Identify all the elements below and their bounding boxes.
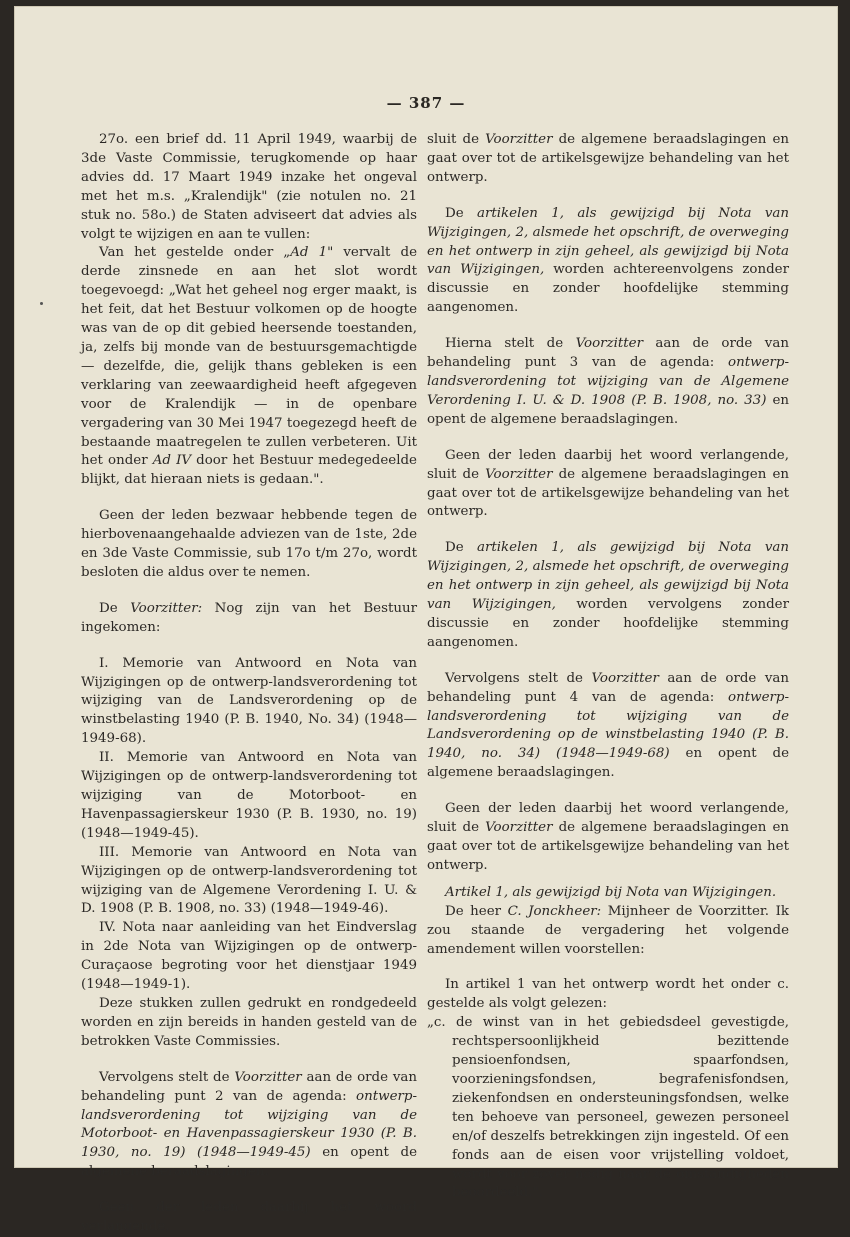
paragraph: De artikelen 1, als gewijzigd bij Nota van Wijzigingen, 2, alsmede het opschrift, de overweging en het ontwerp in zijn geheel, als gewijzigd bij Nota van Wijzigingen, worden vervolgens zonder discussie en zonder hoofdelijke stemming aangenomen. [427,540,789,650]
paragraph: sluit de Voorzitter de algemene beraadslagingen en gaat over tot de artikelsgewijze behandeling van het ontwerp. [427,132,789,185]
paragraph: De Voorzitter: Nog zijn van het Bestuur ingekomen: [81,600,417,635]
paragraph: Geen der leden bezwaar hebbende tegen de hierbovenaangehaalde adviezen van de 1ste, 2de en 3de Vaste Commissie, sub 17o t/m 27o, wordt besloten die aldus over te nemen. [81,508,417,580]
paragraph: Van het gestelde onder „Ad 1" vervalt de derde zinsnede en aan het slot wordt toegevoegd: „Wat het geheel nog erger maakt, is het feit, dat het Bestuur volkomen op de hoogte was van de op dit gebied heersende toestanden, ja, zelfs bij monde van de bestuursgemachtigde — dezelfde, die, gelijk thans gebleken is een verklaring van zeewaardigheid heeft afgegeven voor de Kralendijk — in de openbare vergadering van 30 Mei 1947 toegezegd heeft de bestaande maatregelen te zullen verbeteren. Uit het onder Ad IV door het Bestuur medegedeelde blijkt, dat hieraan niets is gedaan.". [81,245,417,488]
left-column [81,131,417,1237]
article-heading: Artikel 1, als gewijzigd bij Nota van Wijzigingen. [445,884,777,900]
paragraph: 27o. een brief dd. 11 April 1949, waarbij de 3de Vaste Commissie, terugkomende op haar advies dd. 17 Maart 1949 inzake het ongeval met het m.s. „Kralendijk" (zie notulen no. 21 stuk no. 58o.) de Staten adviseert dat advies als volgt te wijzigen en aan te vullen: [81,132,417,242]
paragraph: In artikel 1 van het ontwerp wordt het onder c. gestelde als volgt gelezen: [427,977,789,1012]
paragraph: Vervolgens stelt de Voorzitter aan de orde van behandeling punt 2 van de agenda: ontwerp-landsverordening tot wijziging van de Motorboot- en Havenpassagierskeur 1930 (P. B. 1930, no. 19) (1948—1949-45) en opent de algemene beraadslagingen. [81,1069,417,1180]
list-item: IV. Nota naar aanleiding van het Eindverslag in 2de Nota van Wijzigingen op de ontwerp-Curaçaose begroting voor het dienstjaar 1949 (1948—1949-1). [81,920,417,993]
paragraph: Hierna stelt de Voorzitter aan de orde van behandeling punt 3 van de agenda: ontwerp-landsverordening tot wijziging van de Algemene Verordening I. U. & D. 1908 (P. B. 1908, no. 33) en opent de algemene beraadslagingen. [427,336,789,427]
document-page [14,6,838,1235]
list-item: I. Memorie van Antwoord en Nota van Wijzigingen op de ontwerp-landsverordening tot wijziging van de Landsverordening op de winstbelasting 1940 (P. B. 1940, No. 34) (1948—1949-68). [81,655,417,747]
paragraph: De heer C. Jonckheer: Mijnheer de Voorzitter. Ik zou staande de vergadering het volgende amendement willen voorstellen: [427,903,789,957]
paragraph: De artikelen 1, als gewijzigd bij Nota van Wijzigingen, 2, alsmede het opschrift, de overweging en het ontwerp in zijn geheel, als gewijzigd bij Nota van Wijzigingen, worden achtereenvolgens zonder discussie en zonder hoofdelijke stemming aangenomen. [427,205,789,316]
paragraph: Deze stukken zullen gedrukt en rondgedeeld worden en zijn bereids in handen gesteld van de betrokken Vaste Commissies. [81,995,417,1049]
right-column [427,131,789,1203]
amendment-text: „c. de winst van in het gebiedsdeel gevestigde, rechtspersoonlijkheid bezittende pensioenfondsen, spaarfondsen, voorzieningsfondsen, begrafenisfondsen, ziekenfondsen en ondersteuningsfondsen, welke ten behoeve van personeel, gewezen personeel en/of deszelfs betrekkingen zijn ingesteld. Of een fonds aan de eisen voor vrijstelling voldoet, wordt voor zover nodig naar de omstandigheden beoordeeld.". [427,1015,789,1201]
paragraph: Geen der leden daarbij het woord verlangende, sluit de Voorzitter de algemene beraadslagingen en gaat over tot de artikelsgewijze behandeling van het ontwerp. [427,447,789,520]
list-item: III. Memorie van Antwoord en Nota van Wijzigingen op de ontwerp-landsverordening tot wijziging van de Algemene Verordening I. U. & D. 1908 (P. B. 1908, no. 33) (1948—1949-46). [81,844,417,917]
paragraph: Geen der leden daarbij het woord verlangende, sluit de Voorzitter de algemene beraadslagingen en gaat over tot de artikelsgewijze behandeling van het ontwerp. [427,801,789,873]
list-item: II. Memorie van Antwoord en Nota van Wijzigingen op de ontwerp-landsverordening tot wijziging van de Motorboot- en Havenpassagierskeur 1930 (P. B. 1930, no. 19) (1948—1949-45). [81,750,417,841]
paragraph: Geen der leden daarbij het woord verlangende, [81,1200,417,1235]
paragraph: Vervolgens stelt de Voorzitter aan de orde van behandeling punt 4 van de agenda: ontwerp-landsverordening tot wijziging van de Landsverordening op de winstbelasting 1940 (P. B. 1940, no. 34) (1948—1949-68) en opent de algemene beraadslagingen. [427,670,789,781]
page-number: — 387 — [386,94,466,112]
margin-mark [40,302,43,305]
